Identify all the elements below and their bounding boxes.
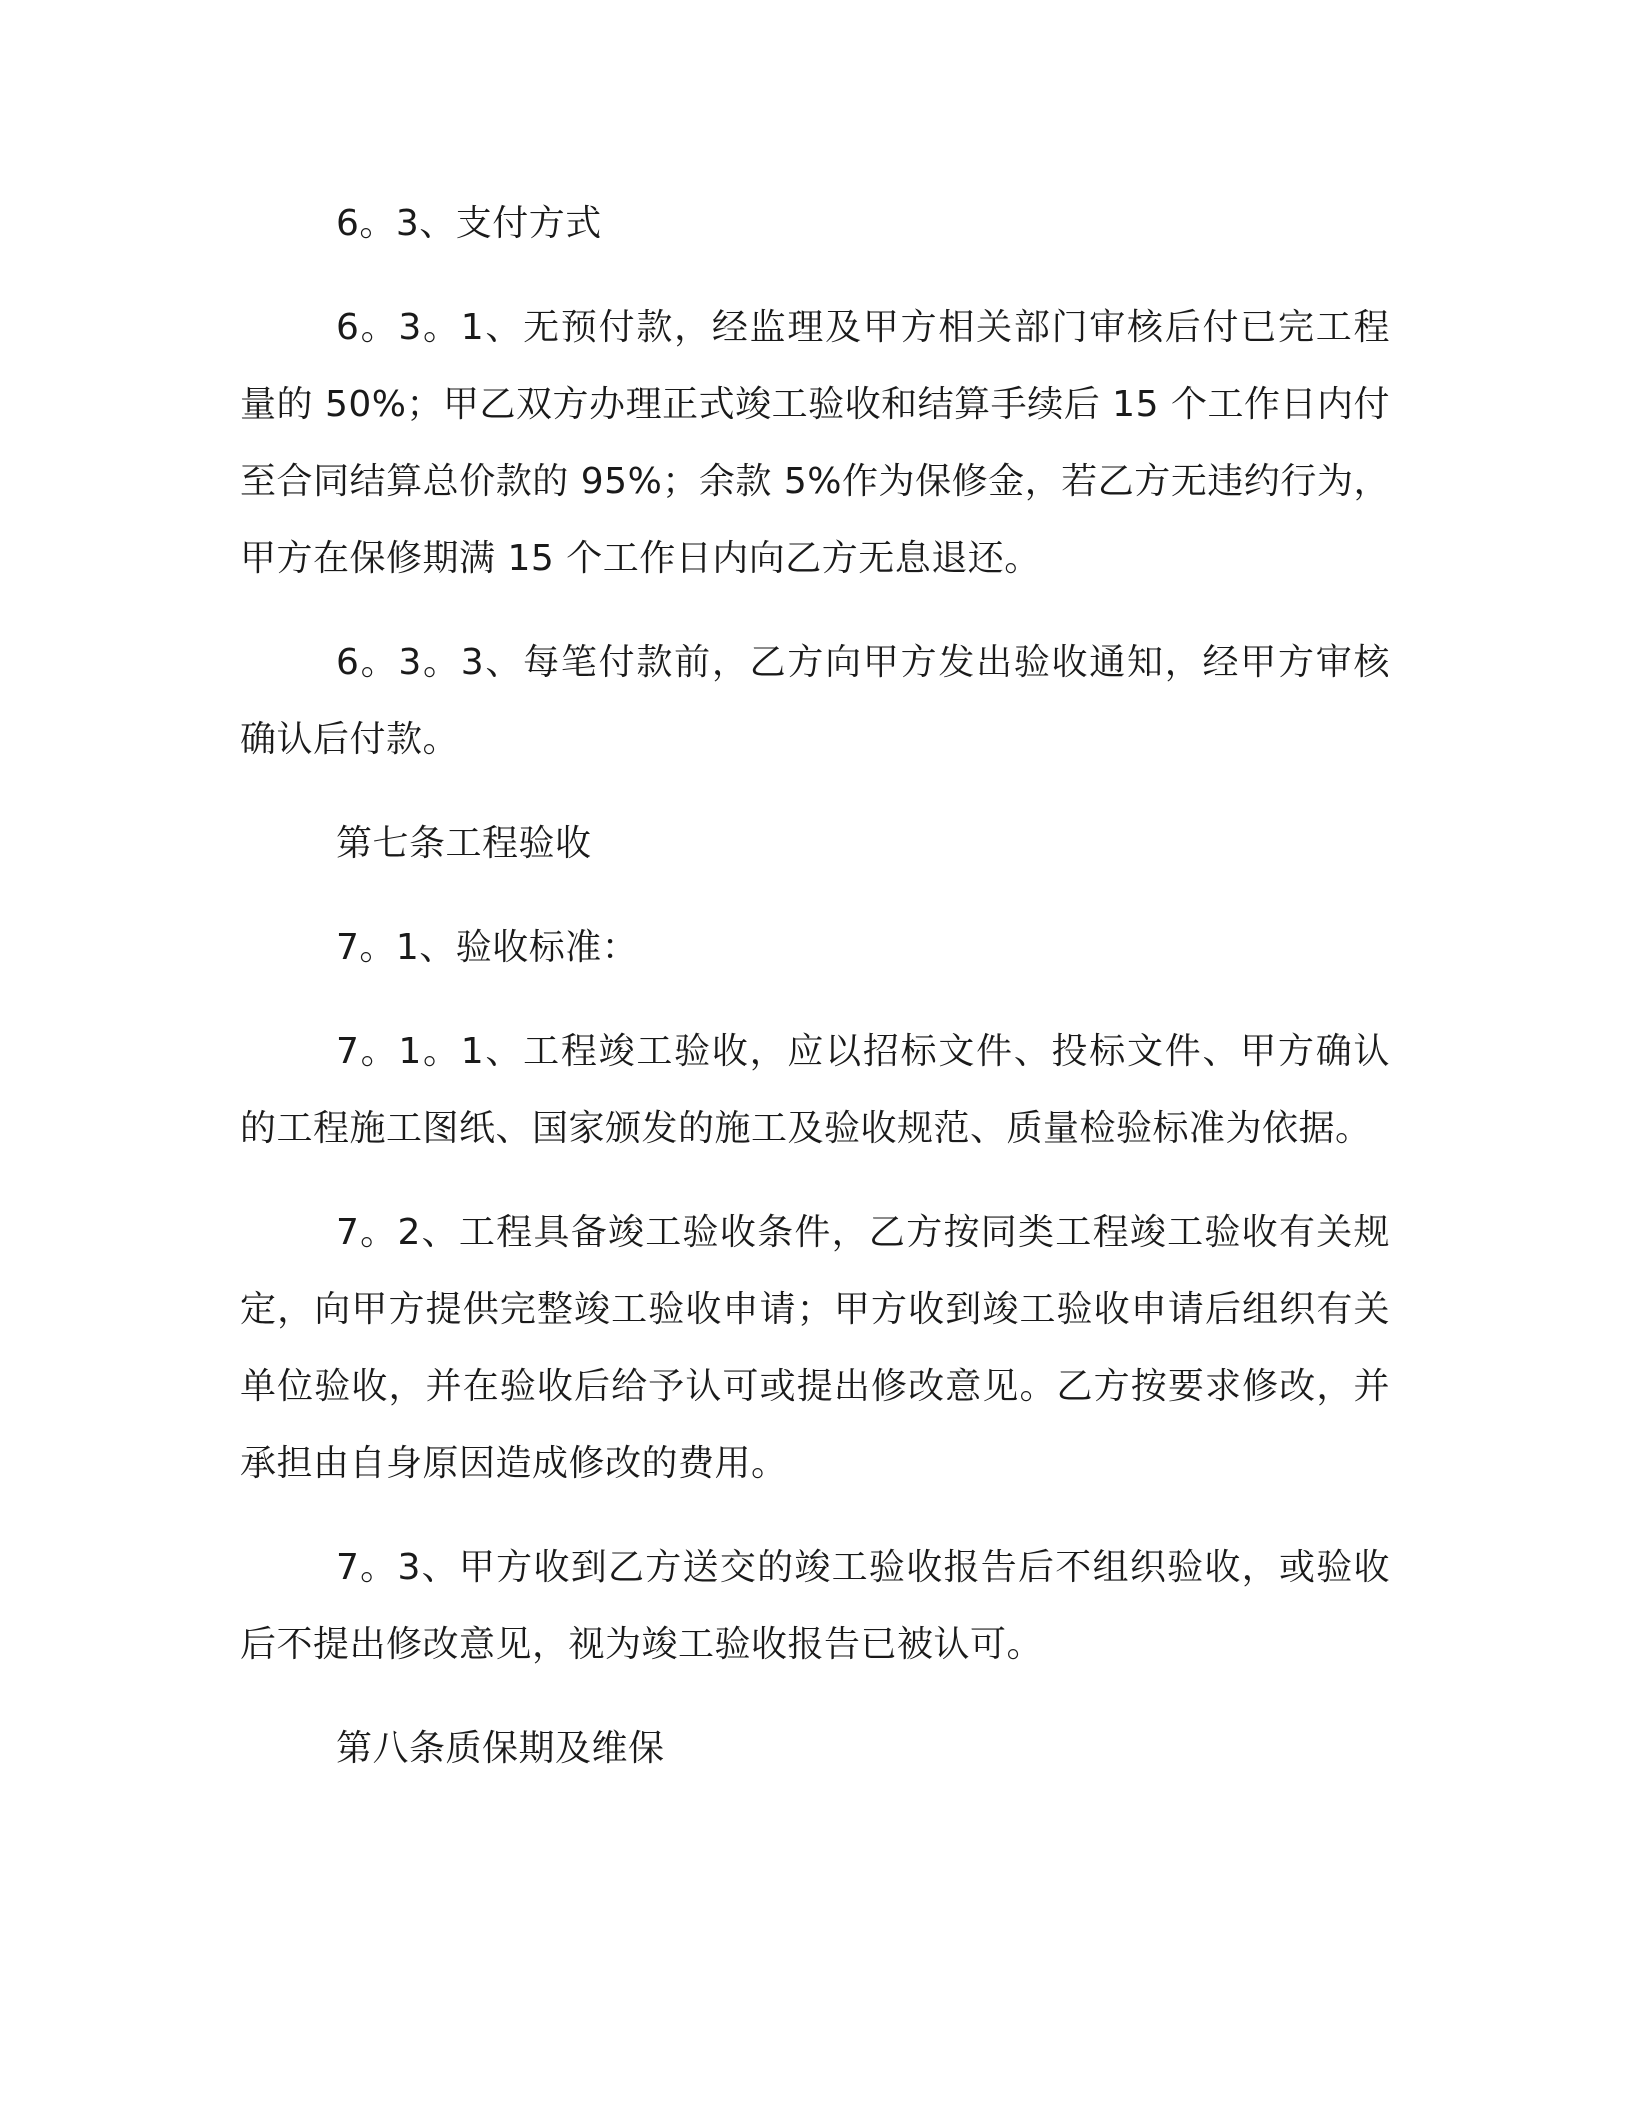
clause-7-1-heading: 7。1、验收标准： [336, 927, 639, 968]
clause-6-3-3: 6。3。3、每笔付款前，乙方向甲方发出验收通知，经甲方审核确认后付款。 [240, 642, 1390, 760]
clause-7-2: 7。2、工程具备竣工验收条件，乙方按同类工程竣工验收有关规定，向甲方提供完整竣工验收申请；甲方收到竣工验收申请后组织有关单位验收，并在验收后给予认可或提出修改意见。乙方按要求修改，并承担由自身原因造成修改的费用。 [240, 1212, 1390, 1484]
clause-7-1-1: 7。1。1、工程竣工验收，应以招标文件、投标文件、甲方确认的工程施工图纸、国家颁发的施工及验收规范、质量检验标准为依据。 [240, 1031, 1390, 1149]
clause-7-3: 7。3、甲方收到乙方送交的竣工验收报告后不组织验收，或验收后不提出修改意见，视为竣工验收报告已被认可。 [240, 1547, 1390, 1665]
document-body [240, 185, 1390, 1814]
article-8-heading: 第八条质保期及维保 [336, 1728, 665, 1769]
article-7-heading: 第七条工程验收 [336, 823, 592, 864]
clause-6-3-1: 6。3。1、无预付款，经监理及甲方相关部门审核后付已完工程量的 50%；甲乙双方办理正式竣工验收和结算手续后 15 个工作日内付至合同结算总价款的 95%；余款 5%作为保修金，若乙方无违约行为，甲方在保修期满 15 个工作日内向乙方无息退还。 [240, 307, 1390, 579]
section-heading-payment-method: 6。3、支付方式 [336, 203, 602, 244]
